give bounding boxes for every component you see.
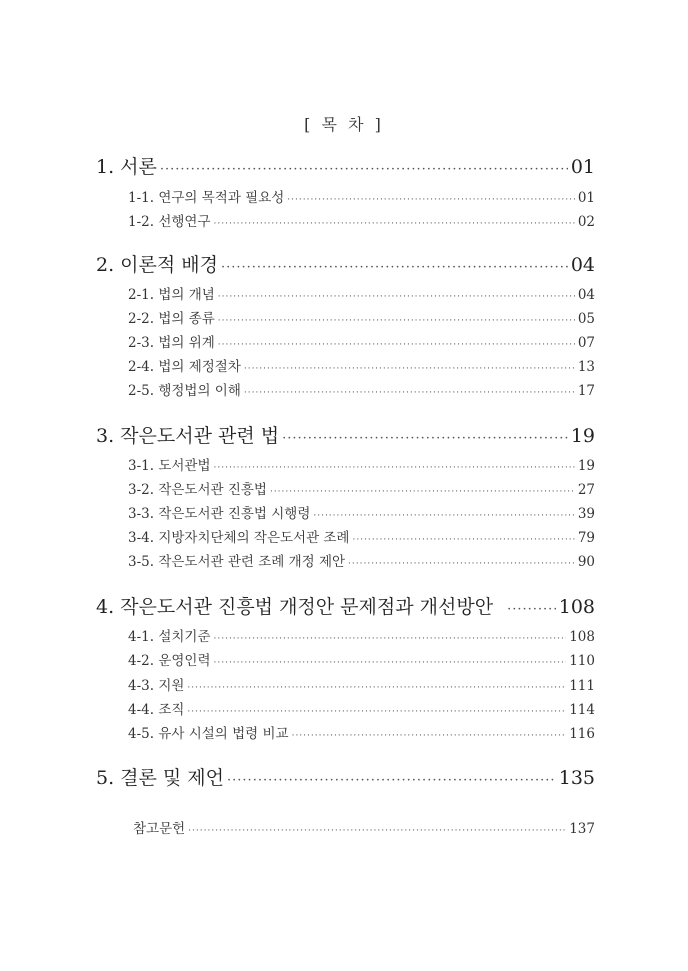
toc-section-label: 3. 작은도서관 관련 법 <box>96 425 280 447</box>
toc-section-4[interactable] <box>96 592 595 619</box>
dot-leader <box>507 602 556 617</box>
toc-section-label: 4. 작은도서관 진흥법 개정안 문제점과 개선방안 <box>96 596 494 618</box>
toc-item-label: 2-2. 법의 종류 <box>128 311 215 327</box>
toc-item-2-3[interactable] <box>128 331 595 351</box>
toc-page-number: 90 <box>577 554 595 570</box>
toc-page-number: 01 <box>577 190 595 206</box>
dot-leader <box>218 316 575 326</box>
toc-section-3[interactable] <box>96 421 595 448</box>
toc-page-number: 135 <box>558 767 595 789</box>
toc-page-number: 108 <box>569 629 595 645</box>
toc-item-4-1[interactable] <box>128 625 595 645</box>
toc-references[interactable] <box>133 817 595 837</box>
toc-item-2-4[interactable] <box>128 355 595 375</box>
toc-page-number: 01 <box>570 156 595 178</box>
toc-page-number: 04 <box>570 254 595 276</box>
toc-item-2-2[interactable] <box>128 307 595 327</box>
toc-item-label: 1-2. 선행연구 <box>128 214 211 230</box>
toc-item-label: 1-1. 연구의 목적과 필요성 <box>128 190 285 206</box>
dot-leader <box>244 364 575 374</box>
toc-item-label: 4-4. 조직 <box>128 702 185 718</box>
dot-leader <box>160 162 568 177</box>
toc-page-number: 116 <box>569 726 595 742</box>
dot-leader <box>188 826 566 836</box>
toc-section-1[interactable] <box>96 152 595 179</box>
dot-leader <box>348 559 575 569</box>
toc-page-number: 108 <box>558 596 595 618</box>
toc-page-number: 111 <box>569 678 595 694</box>
toc-item-label: 2-3. 법의 위계 <box>128 335 215 351</box>
dot-leader <box>292 731 567 741</box>
dot-leader <box>218 292 575 302</box>
dot-leader <box>214 634 567 644</box>
toc-item-3-1[interactable] <box>128 454 595 474</box>
toc-page-number: 02 <box>577 214 595 230</box>
toc-item-label: 2-5. 행정법의 이해 <box>128 383 241 399</box>
toc-section-5[interactable] <box>96 763 595 790</box>
toc-item-2-1[interactable] <box>128 283 595 303</box>
toc-item-3-2[interactable] <box>128 478 595 498</box>
toc-page-number: 110 <box>569 653 595 669</box>
toc-item-label: 3-4. 지방자치단체의 작은도서관 조례 <box>128 530 350 546</box>
toc-item-4-5[interactable] <box>128 722 595 742</box>
toc-page-number: 137 <box>569 821 595 837</box>
toc-item-3-3[interactable] <box>128 502 595 522</box>
toc-page-number: 39 <box>577 506 595 522</box>
toc-item-label: 4-2. 운영인력 <box>128 653 211 669</box>
toc-item-label: 2-1. 법의 개념 <box>128 287 215 303</box>
toc-page-number: 13 <box>577 359 595 375</box>
toc-page-number: 19 <box>570 425 595 447</box>
toc-item-label: 3-2. 작은도서관 진흥법 <box>128 482 267 498</box>
toc-item-label: 3-5. 작은도서관 관련 조례 개정 제안 <box>128 554 346 570</box>
toc-section-label: 2. 이론적 배경 <box>96 254 218 276</box>
toc-item-1-2[interactable] <box>128 210 595 230</box>
toc-item-3-4[interactable] <box>128 526 595 546</box>
toc-item-3-5[interactable] <box>128 550 595 570</box>
dot-leader <box>313 511 574 521</box>
toc-item-4-4[interactable] <box>128 698 595 718</box>
dot-leader <box>221 260 568 275</box>
dot-leader <box>244 388 575 398</box>
dot-leader <box>282 431 568 446</box>
toc-page-number: 05 <box>577 311 595 327</box>
toc-section-label: 1. 서론 <box>96 156 157 178</box>
toc-item-label: 4-5. 유사 시설의 법령 비교 <box>128 726 289 742</box>
toc-references-label: 참고문헌 <box>133 821 186 837</box>
toc-item-label: 2-4. 법의 제정절차 <box>128 359 241 375</box>
toc-page-number: 79 <box>577 530 595 546</box>
dot-leader <box>214 658 567 668</box>
toc-item-label: 4-1. 설치기준 <box>128 629 211 645</box>
toc-page-number: 27 <box>577 482 595 498</box>
toc-title: [ 목 차 ] <box>304 115 384 134</box>
toc-page-number: 19 <box>577 458 595 474</box>
dot-leader <box>227 773 556 788</box>
toc-item-label: 4-3. 지원 <box>128 678 185 694</box>
toc-section-2[interactable] <box>96 250 595 277</box>
toc-item-2-5[interactable] <box>128 379 595 399</box>
toc-page-number: 07 <box>577 335 595 351</box>
toc-item-4-3[interactable] <box>128 674 595 694</box>
dot-leader <box>214 463 575 473</box>
dot-leader <box>352 535 574 545</box>
toc-page-number: 04 <box>577 287 595 303</box>
toc-page-number: 114 <box>569 702 595 718</box>
toc-section-label: 5. 결론 및 제언 <box>96 767 225 789</box>
toc-item-label: 3-3. 작은도서관 진흥법 시행령 <box>128 506 311 522</box>
toc-item-1-1[interactable] <box>128 186 595 206</box>
toc-item-label: 3-1. 도서관법 <box>128 458 211 474</box>
dot-leader <box>270 487 575 497</box>
dot-leader <box>187 707 566 717</box>
toc-item-4-2[interactable] <box>128 649 595 669</box>
toc-page-number: 17 <box>577 383 595 399</box>
dot-leader <box>218 340 575 350</box>
dot-leader <box>287 195 575 205</box>
dot-leader <box>214 219 575 229</box>
dot-leader <box>187 683 566 693</box>
